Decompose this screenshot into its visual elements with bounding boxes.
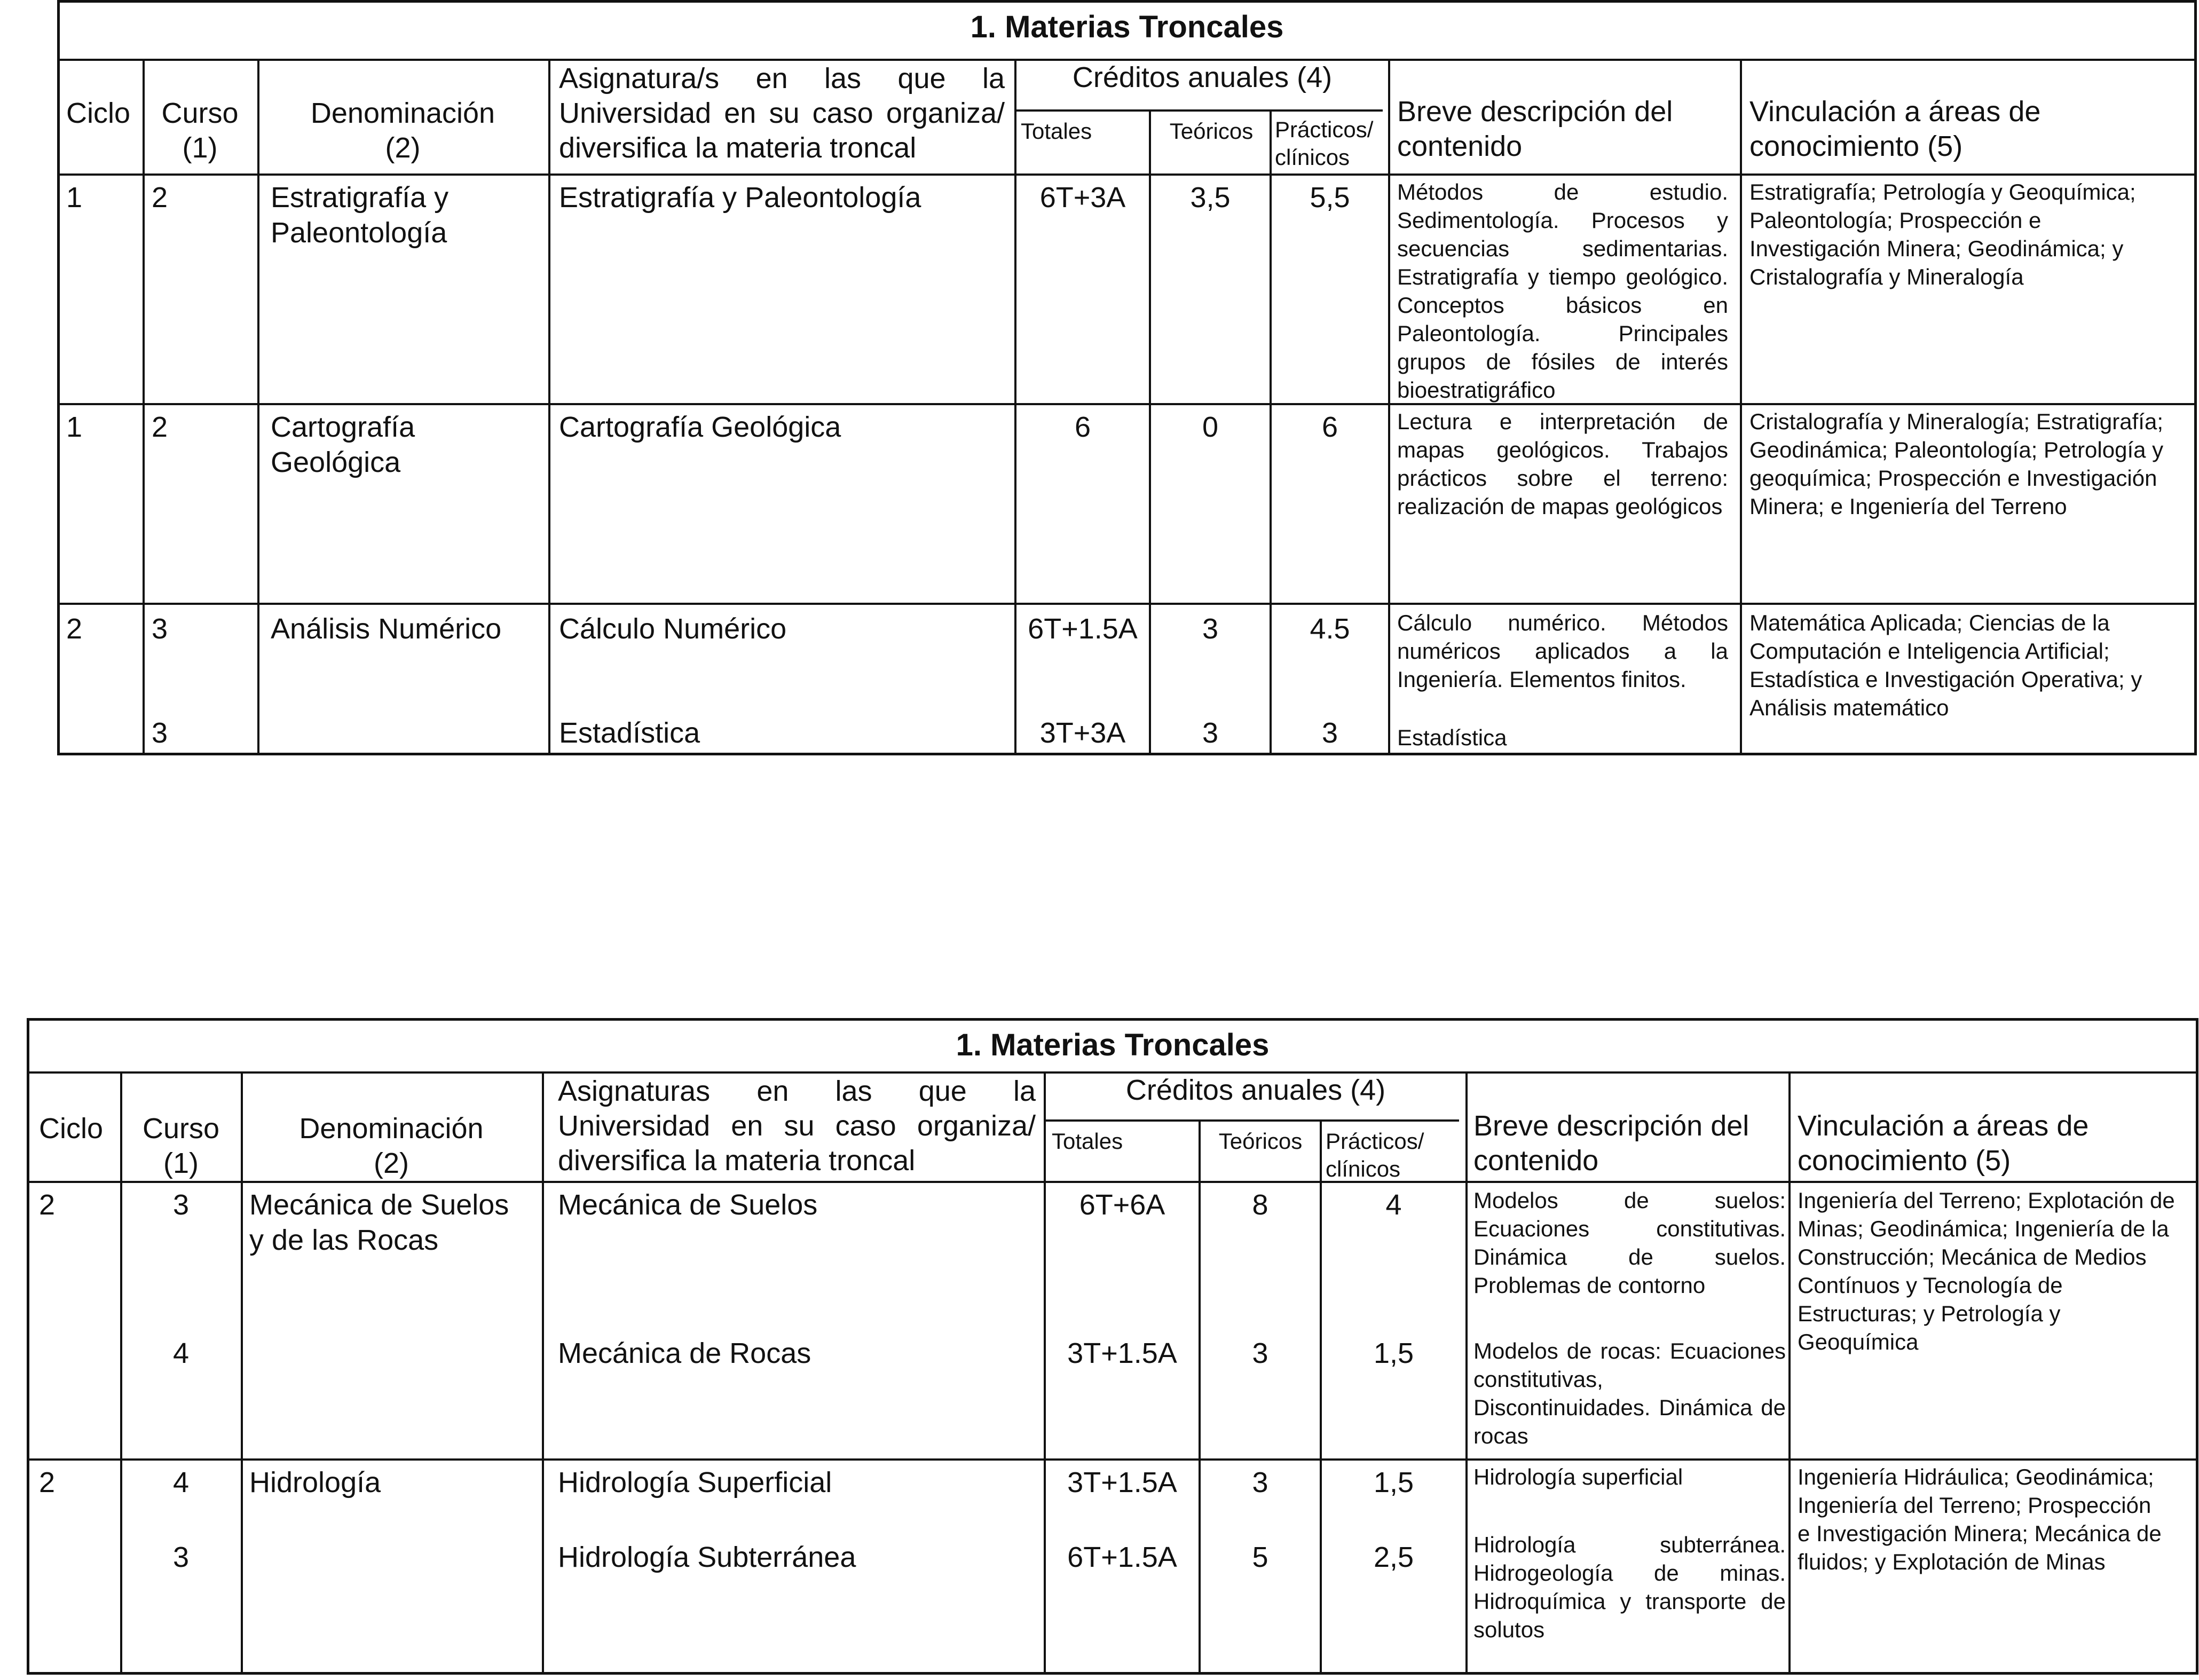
row2b-totales: 6T+1.5A <box>1067 1541 1177 1573</box>
row3-asignatura: Cálculo Numérico <box>559 613 787 645</box>
header-ciclo: Ciclo <box>66 97 131 129</box>
row2-teoricos: 0 <box>1202 411 1219 443</box>
row2-denominacion: Hidrología <box>249 1466 381 1498</box>
troncales-table-1 <box>57 0 2197 755</box>
row2-curso: 4 <box>172 1466 190 1498</box>
row2b-curso: 3 <box>172 1541 190 1573</box>
row3-vinculacion: Matemática Aplicada; Ciencias de la Computación e Inteligencia Artificial; Estadística e Investigación Operativa; y Análisis matemático <box>1749 610 2142 720</box>
row3b-asignatura: Estadística <box>559 717 700 749</box>
header-denominacion: Denominación (2) <box>299 1113 484 1179</box>
header-teoricos: Teóricos <box>1169 119 1254 144</box>
row1b-asignatura: Mecánica de Rocas <box>558 1337 811 1369</box>
row1-practicos: 4 <box>1385 1189 1402 1221</box>
row1-denominacion: Estratigrafía y Paleontología <box>271 182 449 249</box>
row2-vinculacion: Cristalografía y Mineralogía; Estratigrafía; Geodinámica; Paleontología; Petrología y geoquímica; Prospección e Investigación Minera; e Ingeniería del Terreno <box>1749 409 2164 519</box>
row2-descripcion: Lectura e interpretación de mapas geológicos. Trabajos prácticos sobre el terreno: realización de mapas geológicos <box>1397 409 1728 519</box>
header-curso: Curso (1) <box>142 1113 220 1179</box>
header-creditos: Créditos anuales (4) <box>1125 1074 1386 1106</box>
row1b-curso: 4 <box>172 1337 190 1369</box>
header-creditos: Créditos anuales (4) <box>1072 61 1333 93</box>
row1-asignatura: Mecánica de Suelos <box>558 1189 818 1221</box>
row2-vinculacion: Ingeniería Hidráulica; Geodinámica; Ingeniería del Terreno; Prospección e Investigación Minera; Mecánica de fluidos; y Explotación de Minas <box>1798 1464 2162 1574</box>
row2b-teoricos: 5 <box>1252 1541 1268 1573</box>
row3-ciclo: 2 <box>66 613 83 645</box>
header-asignatura: Asignaturas en las que la Universidad en su caso organiza/ diversifica la materia troncal <box>558 1075 1036 1177</box>
header-totales: Totales <box>1021 119 1092 144</box>
row1-vinculacion: Ingeniería del Terreno; Explotación de Minas; Geodinámica; Ingeniería de la Construcción; Mecánica de Medios Contínuos y Tecnología de Estructuras; y Petrología y Geoquímica <box>1798 1188 2175 1354</box>
row3-curso: 3 <box>152 613 168 645</box>
row1-curso: 3 <box>172 1189 190 1221</box>
table-title: 1. Materias Troncales <box>956 1028 1270 1062</box>
row1-descripcion: Métodos de estudio. Sedimentología. Procesos y secuencias sedimentarias. Estratigrafía y tiempo geológico. Conceptos básicos en Paleontología. Principales grupos de fósiles de interés bioestratigráfico <box>1397 179 1728 403</box>
header-curso: Curso (1) <box>161 97 239 164</box>
row3b-teoricos: 3 <box>1202 717 1219 749</box>
header-descripcion: Breve descripción del contenido <box>1473 1110 1749 1177</box>
row2-denominacion: Cartografía Geológica <box>271 411 415 478</box>
header-ciclo: Ciclo <box>39 1113 104 1145</box>
row1-totales: 6T+6A <box>1079 1189 1165 1221</box>
header-totales: Totales <box>1052 1129 1123 1154</box>
row3b-descripcion: Estadística <box>1397 725 1507 750</box>
row2-practicos: 6 <box>1321 411 1338 443</box>
table-title: 1. Materias Troncales <box>970 10 1284 44</box>
row1-denominacion: Mecánica de Suelos y de las Rocas <box>249 1189 509 1256</box>
row2-totales: 6 <box>1074 411 1091 443</box>
row2-teoricos: 3 <box>1252 1466 1268 1498</box>
row1-curso: 2 <box>152 182 168 214</box>
row3-practicos: 4.5 <box>1310 613 1350 645</box>
row1-practicos: 5,5 <box>1310 182 1350 214</box>
row3b-totales: 3T+3A <box>1039 717 1126 749</box>
row1-ciclo: 1 <box>66 182 83 214</box>
header-vinculacion: Vinculación a áreas de conocimiento (5) <box>1749 96 2041 162</box>
row2-descripcion: Hidrología superficial <box>1473 1464 1683 1489</box>
row1-teoricos: 3,5 <box>1190 182 1231 214</box>
header-practicos: Prácticos/ clínicos <box>1326 1129 1424 1181</box>
row1-vinculacion: Estratigrafía; Petrología y Geoquímica; Paleontología; Prospección e Investigación Minera; Geodinámica; y Cristalografía y Mineralogía <box>1749 179 2136 289</box>
row1b-practicos: 1,5 <box>1373 1337 1414 1369</box>
row2-ciclo: 2 <box>39 1466 56 1498</box>
row1-teoricos: 8 <box>1252 1189 1268 1221</box>
row1-asignatura: Estratigrafía y Paleontología <box>559 182 921 214</box>
row2b-descripcion: Hidrología subterránea. Hidrogeología de minas. Hidroquímica y transporte de solutos <box>1473 1532 1786 1642</box>
row2b-practicos: 2,5 <box>1373 1541 1414 1573</box>
row3-teoricos: 3 <box>1202 613 1219 645</box>
header-vinculacion: Vinculación a áreas de conocimiento (5) <box>1798 1110 2089 1177</box>
row1b-descripcion: Modelos de rocas: Ecuaciones constitutivas, Discontinuidades. Dinámica de rocas <box>1473 1338 1786 1448</box>
header-denominacion: Denominación (2) <box>310 97 495 164</box>
row3-descripcion: Cálculo numérico. Métodos numéricos aplicados a la Ingeniería. Elementos finitos. <box>1397 610 1728 692</box>
header-asignatura: Asignatura/s en las que la Universidad en su caso organiza/ diversifica la materia troncal <box>559 62 1005 164</box>
row1b-teoricos: 3 <box>1252 1337 1268 1369</box>
row3-totales: 6T+1.5A <box>1028 613 1138 645</box>
row2b-asignatura: Hidrología Subterránea <box>558 1541 856 1573</box>
header-teoricos: Teóricos <box>1218 1129 1303 1154</box>
row2-asignatura: Hidrología Superficial <box>558 1466 832 1498</box>
row1-descripcion: Modelos de suelos: Ecuaciones constitutivas. Dinámica de suelos. Problemas de contorno <box>1473 1188 1786 1298</box>
row2-asignatura: Cartografía Geológica <box>559 411 841 443</box>
header-practicos: Prácticos/ clínicos <box>1275 117 1374 170</box>
row1-ciclo: 2 <box>39 1189 56 1221</box>
row2-ciclo: 1 <box>66 411 83 443</box>
row1-totales: 6T+3A <box>1039 182 1126 214</box>
troncales-table-2 <box>27 1018 2198 1675</box>
row3b-practicos: 3 <box>1321 717 1338 749</box>
row1b-totales: 3T+1.5A <box>1067 1337 1177 1369</box>
row2-practicos: 1,5 <box>1373 1466 1414 1498</box>
header-descripcion: Breve descripción del contenido <box>1397 96 1673 162</box>
row2-totales: 3T+1.5A <box>1067 1466 1177 1498</box>
row3b-curso: 3 <box>152 717 168 749</box>
row2-curso: 2 <box>152 411 168 443</box>
row3-denominacion: Análisis Numérico <box>271 613 502 645</box>
